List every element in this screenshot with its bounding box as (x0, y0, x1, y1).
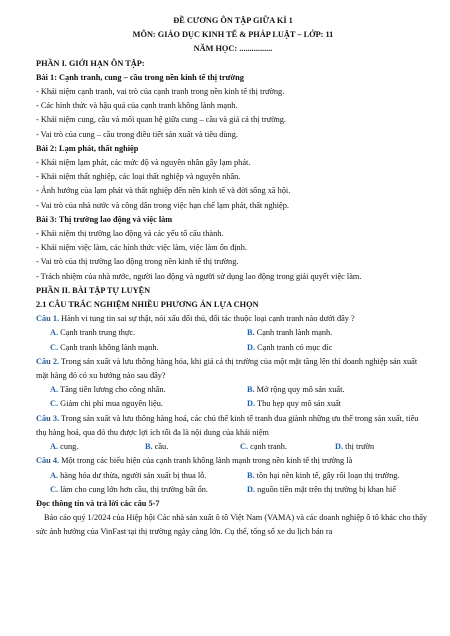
lesson-title: Bài 1: Cạnh tranh, cung – cầu trong nền kinh tế thị trường (36, 72, 244, 82)
part1-heading: PHẦN I. GIỚI HẠN ÔN TẬP: (36, 58, 145, 68)
option-b[interactable]: B. Mở rộng quy mô sản xuất. (247, 385, 345, 395)
option-b[interactable]: B. cầu. (145, 442, 169, 452)
list-item: - Vai trò của nhà nước và công dân trong việc hạn chế lạm phát, thất nghiệp. (36, 200, 289, 210)
option-a[interactable]: A. Tăng tiền lương cho công nhân. (50, 385, 166, 395)
lesson-2 (36, 142, 430, 213)
option-c[interactable]: C. Cạnh tranh không lành mạnh. (50, 342, 159, 352)
question-2 (36, 355, 430, 383)
option-d[interactable]: D. nguồn tiền mặt trên thị trường bị khan hiế (247, 484, 396, 494)
answer-options (36, 397, 430, 411)
list-item: - Các hình thức và hậu quả của cạnh tranh không lành mạnh. (36, 101, 238, 111)
question-3 (36, 412, 430, 440)
answer-options (36, 440, 430, 454)
answer-options (36, 469, 430, 483)
list-item: - Khái niệm việc làm, các hình thức việc làm, việc làm ổn định. (36, 243, 247, 253)
question-1 (36, 312, 430, 326)
answer-options (36, 341, 430, 355)
answer-options (36, 383, 430, 397)
option-b[interactable]: B. tồn hại nền kinh tế, gây rối loạn thị trường. (247, 470, 400, 480)
list-item: - Khái niệm thất nghiệp, các loại thất nghiệp và nguyên nhân. (36, 172, 241, 182)
option-c[interactable]: C. làm cho cung lớn hơn cầu, thị trường bất ổn. (50, 484, 208, 494)
document-title: ĐỀ CƯƠNG ÔN TẬP GIỮA KÌ 1 (173, 16, 293, 25)
option-c[interactable]: C. cạnh tranh. (240, 442, 288, 452)
question-text: Trong sản xuất và lưu thông hàng hoá, các chủ thể kinh tế tranh đua giành những ưu thế trong sản xuất, tiêu thụ hàng hoá, qua đó thu được lợi ích tối đa là nội dung của khái niệm (36, 413, 419, 437)
lesson-title: Bài 3: Thị trường lao động và việc làm (36, 214, 173, 224)
list-item: - Khái niệm cung, cầu và mối quan hệ giữa cung – cầu và giá cả thị trường. (36, 115, 286, 125)
question-label: Câu 4. (36, 456, 60, 466)
option-a[interactable]: A. Cạnh tranh trung thực. (50, 328, 136, 338)
list-item: - Khái niệm cạnh tranh, vai trò của cạnh tranh trong nền kinh tế thị trường. (36, 87, 285, 97)
list-item: - Vai trò của cung – cầu trong điều tiết sản xuất và tiêu dùng. (36, 129, 238, 139)
answer-options (36, 326, 430, 340)
subject-line: MÔN: GIÁO DỤC KINH TẾ & PHÁP LUẬT – LỚP: 11 (132, 30, 334, 40)
question-text: Trong sản xuất và lưu thông hàng hóa, khi giá cả thị trường của một mặt tăng lên thì doanh nghiệp sản xuất mặt hàng đó có xu hướng nào sau đây? (36, 356, 418, 381)
reading-heading: Đọc thông tin và trả lời các câu 5-7 (36, 498, 160, 508)
answer-options (36, 483, 430, 497)
section-heading: 2.1 CÂU TRẮC NGHIỆM NHIỀU PHƯƠNG ÁN LỰA CHỌN (36, 300, 259, 310)
question-text: Một trong các biểu hiện của cạnh tranh không lành mạnh trong nền kinh tế thị trường là (59, 456, 353, 466)
part2-heading: PHẦN II. BÀI TẬP TỰ LUYỆN (36, 285, 151, 295)
option-c[interactable]: C. Giảm chi phí mua nguyên liệu. (50, 399, 163, 409)
school-year: NĂM HỌC: ................ (193, 44, 273, 54)
option-a[interactable]: A. hàng hóa dư thừa, người sản xuất bị thua lỗ. (50, 470, 207, 480)
lesson-3 (36, 213, 430, 284)
option-d[interactable]: D. Cạnh tranh có mục đíc (247, 342, 333, 352)
question-text: Hành vi tung tin sai sự thật, nói xấu đối thủ, đối tác thuộc loại cạnh tranh nào dưới đây ? (59, 314, 355, 324)
option-b[interactable]: B. Cạnh tranh lành mạnh. (247, 328, 333, 338)
list-item: - Vai trò của thị trường lao động trong nền kinh tế thị trường. (36, 257, 239, 267)
question-label: Câu 3. (36, 413, 60, 423)
reading-passage: Báo cáo quý 1/2024 của Hiệp hội Các nhà sản xuất ô tô Việt Nam (VAMA) và các doanh nghiệp ô tô khác cho thấy sức ảnh hưởng của VinFast tại thị trường ngày càng lớn. Cụ thể, tổng số xe du lịch bán ra (36, 513, 428, 537)
question-4 (36, 454, 430, 468)
lesson-title: Bài 2: Lạm phát, thất nghiệp (36, 143, 139, 153)
option-d[interactable]: D. Thu hẹp quy mô sản xuất (247, 399, 342, 409)
list-item: - Trách nhiệm của nhà nước, người lao động và người sử dụng lao động trong giải quyết việc làm. (36, 271, 362, 281)
list-item: - Khái niệm lạm phát, các mức độ và nguyên nhân gây lạm phát. (36, 158, 251, 168)
option-d[interactable]: D. thị trườn (335, 442, 375, 452)
option-a[interactable]: A. cung. (50, 442, 79, 452)
lesson-1 (36, 71, 430, 142)
question-label: Câu 1. (36, 314, 60, 324)
question-label: Câu 2. (36, 356, 60, 366)
list-item: - Khái niệm thị trường lao động và các yếu tố cấu thành. (36, 229, 224, 239)
list-item: - Ảnh hưởng của lạm phát và thất nghiệp đến nền kinh tế và đời sống xã hội. (36, 186, 291, 196)
